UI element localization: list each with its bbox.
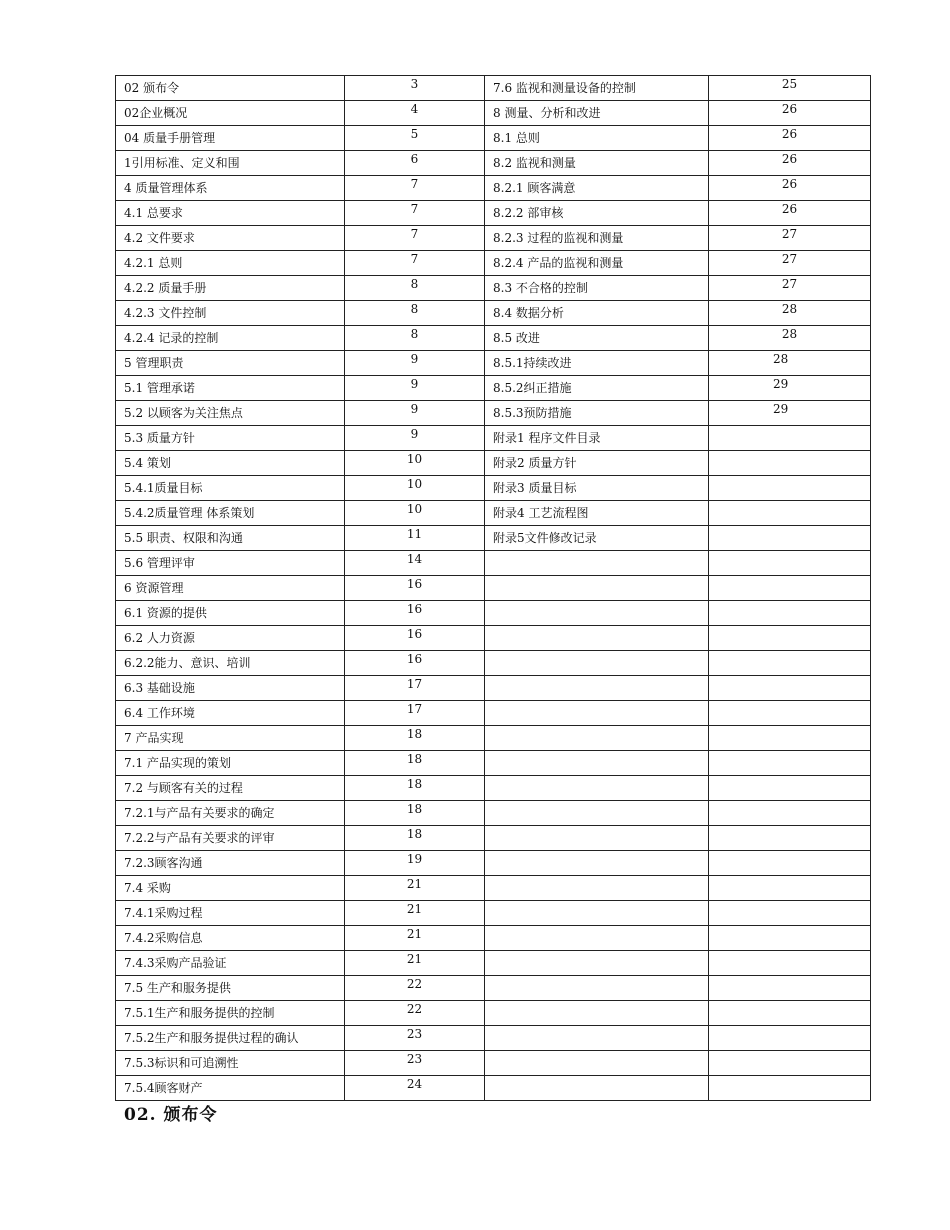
toc-entry-title	[485, 651, 709, 676]
toc-entry-title: 附录1 程序文件目录	[485, 426, 709, 451]
toc-entry-page	[709, 601, 871, 626]
toc-entry-title	[485, 601, 709, 626]
table-row	[116, 726, 871, 751]
toc-entry-title	[485, 626, 709, 651]
table-row	[116, 126, 871, 151]
toc-entry-title: 7.5.2生产和服务提供过程的确认	[116, 1026, 345, 1051]
toc-entry-title: 7.5.4顾客财产	[116, 1076, 345, 1101]
toc-entry-page	[709, 926, 871, 951]
toc-entry-title	[485, 851, 709, 876]
toc-entry-title: 6.2.2能力、意识、培训	[116, 651, 345, 676]
toc-entry-title	[485, 826, 709, 851]
toc-entry-page: 9	[345, 401, 485, 426]
toc-entry-title	[485, 801, 709, 826]
toc-entry-title: 附录3 质量目标	[485, 476, 709, 501]
table-row	[116, 951, 871, 976]
toc-entry-page	[709, 876, 871, 901]
table-row	[116, 426, 871, 451]
toc-entry-page: 27	[709, 251, 871, 276]
table-row	[116, 401, 871, 426]
table-row	[116, 776, 871, 801]
toc-entry-page: 17	[345, 676, 485, 701]
toc-entry-title: 6.2 人力资源	[116, 626, 345, 651]
toc-entry-page	[709, 951, 871, 976]
table-row	[116, 851, 871, 876]
toc-entry-title: 5.2 以顾客为关注焦点	[116, 401, 345, 426]
toc-entry-page: 14	[345, 551, 485, 576]
toc-entry-page	[709, 626, 871, 651]
toc-entry-title: 4.1 总要求	[116, 201, 345, 226]
toc-entry-page: 28	[709, 301, 871, 326]
toc-entry-title: 8.4 数据分析	[485, 301, 709, 326]
toc-entry-page	[709, 426, 871, 451]
toc-entry-page	[709, 826, 871, 851]
toc-entry-title: 7.2.2与产品有关要求的评审	[116, 826, 345, 851]
toc-entry-title: 7.6 监视和测量设备的控制	[485, 76, 709, 101]
table-row	[116, 376, 871, 401]
toc-entry-title: 7.2.1与产品有关要求的确定	[116, 801, 345, 826]
toc-entry-page	[709, 476, 871, 501]
toc-entry-page: 9	[345, 426, 485, 451]
toc-entry-title: 8.5.2纠正措施	[485, 376, 709, 401]
toc-entry-page: 28	[709, 326, 871, 351]
toc-entry-title: 7.4.2采购信息	[116, 926, 345, 951]
toc-entry-title	[485, 551, 709, 576]
toc-entry-page: 28	[709, 351, 871, 376]
toc-entry-page: 16	[345, 601, 485, 626]
toc-entry-title: 附录2 质量方针	[485, 451, 709, 476]
toc-entry-title: 附录5文件修改记录	[485, 526, 709, 551]
table-row	[116, 101, 871, 126]
toc-entry-page: 18	[345, 751, 485, 776]
toc-entry-title: 5.3 质量方针	[116, 426, 345, 451]
table-row	[116, 226, 871, 251]
table-row	[116, 451, 871, 476]
toc-entry-title	[485, 1076, 709, 1101]
toc-entry-page: 26	[709, 151, 871, 176]
table-row	[116, 676, 871, 701]
toc-entry-title: 7 产品实现	[116, 726, 345, 751]
table-row	[116, 926, 871, 951]
toc-entry-title: 5.5 职责、权限和沟通	[116, 526, 345, 551]
toc-entry-page: 21	[345, 876, 485, 901]
table-row	[116, 826, 871, 851]
table-row	[116, 651, 871, 676]
toc-entry-title: 7.4.1采购过程	[116, 901, 345, 926]
toc-entry-page: 26	[709, 126, 871, 151]
toc-entry-page	[709, 451, 871, 476]
toc-entry-page	[709, 526, 871, 551]
toc-entry-page: 10	[345, 451, 485, 476]
table-row	[116, 201, 871, 226]
toc-entry-title: 8.2.4 产品的监视和测量	[485, 251, 709, 276]
table-row	[116, 326, 871, 351]
toc-entry-page: 7	[345, 226, 485, 251]
table-row	[116, 176, 871, 201]
toc-entry-page: 19	[345, 851, 485, 876]
toc-entry-page	[709, 651, 871, 676]
toc-entry-page	[709, 501, 871, 526]
toc-entry-page: 23	[345, 1026, 485, 1051]
toc-entry-page: 6	[345, 151, 485, 176]
toc-entry-page: 27	[709, 226, 871, 251]
table-row	[116, 976, 871, 1001]
toc-entry-title: 附录4 工艺流程图	[485, 501, 709, 526]
toc-entry-title: 5.4.2质量管理 体系策划	[116, 501, 345, 526]
table-row	[116, 276, 871, 301]
toc-entry-title: 5.1 管理承诺	[116, 376, 345, 401]
toc-entry-page	[709, 676, 871, 701]
toc-entry-page: 7	[345, 176, 485, 201]
toc-entry-title: 5 管理职责	[116, 351, 345, 376]
table-row	[116, 301, 871, 326]
toc-entry-page	[709, 1076, 871, 1101]
toc-entry-title	[485, 951, 709, 976]
toc-entry-title: 6.4 工作环境	[116, 701, 345, 726]
table-row	[116, 576, 871, 601]
table-row	[116, 801, 871, 826]
toc-entry-title: 4 质量管理体系	[116, 176, 345, 201]
toc-entry-page	[709, 551, 871, 576]
table-row	[116, 701, 871, 726]
toc-entry-title: 8.1 总则	[485, 126, 709, 151]
table-row	[116, 76, 871, 101]
toc-entry-page	[709, 1026, 871, 1051]
table-row	[116, 751, 871, 776]
table-row	[116, 151, 871, 176]
table-row	[116, 526, 871, 551]
toc-entry-title: 4.2.4 记录的控制	[116, 326, 345, 351]
toc-entry-title	[485, 576, 709, 601]
toc-entry-page: 8	[345, 276, 485, 301]
toc-entry-page: 26	[709, 176, 871, 201]
toc-entry-title: 8.5.1持续改进	[485, 351, 709, 376]
table-row	[116, 1076, 871, 1101]
toc-entry-title: 8.2.2 部审核	[485, 201, 709, 226]
toc-entry-title: 8.3 不合格的控制	[485, 276, 709, 301]
table-row	[116, 1026, 871, 1051]
toc-entry-title	[485, 1026, 709, 1051]
toc-entry-title: 4.2.2 质量手册	[116, 276, 345, 301]
toc-entry-title: 7.1 产品实现的策划	[116, 751, 345, 776]
section-heading: 02. 颁布令	[124, 1105, 218, 1125]
toc-entry-title: 7.2 与顾客有关的过程	[116, 776, 345, 801]
toc-entry-page: 29	[709, 376, 871, 401]
toc-entry-page	[709, 901, 871, 926]
toc-entry-title: 7.2.3顾客沟通	[116, 851, 345, 876]
toc-entry-page: 16	[345, 576, 485, 601]
toc-entry-page: 21	[345, 926, 485, 951]
table-row	[116, 626, 871, 651]
toc-entry-page: 10	[345, 501, 485, 526]
toc-entry-title: 6.1 资源的提供	[116, 601, 345, 626]
toc-entry-title	[485, 1051, 709, 1076]
toc-entry-page: 22	[345, 1001, 485, 1026]
toc-entry-title: 8.2 监视和测量	[485, 151, 709, 176]
table-row	[116, 551, 871, 576]
toc-entry-page: 27	[709, 276, 871, 301]
toc-entry-page: 26	[709, 201, 871, 226]
toc-entry-page: 18	[345, 776, 485, 801]
toc-entry-page	[709, 1051, 871, 1076]
toc-entry-page: 29	[709, 401, 871, 426]
toc-entry-title	[485, 1001, 709, 1026]
toc-entry-page	[709, 726, 871, 751]
toc-entry-page: 16	[345, 651, 485, 676]
toc-entry-page: 25	[709, 76, 871, 101]
table-row	[116, 1051, 871, 1076]
toc-entry-page: 10	[345, 476, 485, 501]
toc-entry-title	[485, 976, 709, 1001]
toc-entry-page: 18	[345, 801, 485, 826]
table-row	[116, 351, 871, 376]
toc-entry-page	[709, 751, 871, 776]
table-row	[116, 476, 871, 501]
toc-entry-title: 8.2.3 过程的监视和测量	[485, 226, 709, 251]
toc-entry-page: 26	[709, 101, 871, 126]
toc-entry-page: 21	[345, 951, 485, 976]
toc-entry-page: 8	[345, 301, 485, 326]
toc-entry-title: 04 质量手册管理	[116, 126, 345, 151]
toc-entry-page	[709, 801, 871, 826]
toc-entry-title: 4.2 文件要求	[116, 226, 345, 251]
toc-entry-page: 16	[345, 626, 485, 651]
toc-entry-title	[485, 776, 709, 801]
toc-entry-page: 21	[345, 901, 485, 926]
table-row	[116, 501, 871, 526]
toc-entry-title: 02企业概况	[116, 101, 345, 126]
toc-entry-page: 7	[345, 201, 485, 226]
toc-entry-page: 4	[345, 101, 485, 126]
toc-entry-page	[709, 776, 871, 801]
toc-entry-page: 24	[345, 1076, 485, 1101]
toc-body	[116, 76, 871, 1101]
table-row	[116, 251, 871, 276]
table-row	[116, 876, 871, 901]
toc-entry-title: 6 资源管理	[116, 576, 345, 601]
toc-entry-title	[485, 676, 709, 701]
toc-entry-title: 7.5.3标识和可追溯性	[116, 1051, 345, 1076]
toc-entry-page: 9	[345, 376, 485, 401]
toc-entry-page: 9	[345, 351, 485, 376]
toc-entry-title: 8.5.3预防措施	[485, 401, 709, 426]
toc-entry-title	[485, 701, 709, 726]
toc-entry-page	[709, 851, 871, 876]
toc-entry-title: 7.4 采购	[116, 876, 345, 901]
toc-entry-page: 23	[345, 1051, 485, 1076]
toc-entry-page	[709, 976, 871, 1001]
toc-entry-title: 1引用标准、定义和围	[116, 151, 345, 176]
toc-entry-title: 6.3 基础设施	[116, 676, 345, 701]
toc-entry-title	[485, 901, 709, 926]
toc-entry-title: 5.4.1质量目标	[116, 476, 345, 501]
toc-entry-title: 8.2.1 顾客满意	[485, 176, 709, 201]
toc-entry-title	[485, 926, 709, 951]
toc-entry-title	[485, 876, 709, 901]
toc-entry-page: 18	[345, 826, 485, 851]
toc-entry-page: 11	[345, 526, 485, 551]
toc-entry-page	[709, 1001, 871, 1026]
toc-entry-title: 7.5.1生产和服务提供的控制	[116, 1001, 345, 1026]
toc-entry-title: 4.2.1 总则	[116, 251, 345, 276]
toc-entry-page	[709, 576, 871, 601]
toc-entry-title: 02 颁布令	[116, 76, 345, 101]
toc-entry-page: 18	[345, 726, 485, 751]
toc-entry-page: 22	[345, 976, 485, 1001]
toc-entry-title: 5.6 管理评审	[116, 551, 345, 576]
toc-entry-title: 8.5 改进	[485, 326, 709, 351]
toc-entry-page: 17	[345, 701, 485, 726]
toc-entry-title: 7.5 生产和服务提供	[116, 976, 345, 1001]
table-row	[116, 601, 871, 626]
toc-entry-title	[485, 751, 709, 776]
table-row	[116, 901, 871, 926]
table-of-contents	[115, 75, 871, 1101]
toc-entry-page: 5	[345, 126, 485, 151]
toc-entry-title: 5.4 策划	[116, 451, 345, 476]
toc-entry-page: 3	[345, 76, 485, 101]
toc-entry-title: 7.4.3采购产品验证	[116, 951, 345, 976]
toc-entry-title: 8 测量、分析和改进	[485, 101, 709, 126]
toc-entry-page: 8	[345, 326, 485, 351]
toc-entry-title	[485, 726, 709, 751]
table-row	[116, 1001, 871, 1026]
toc-entry-title: 4.2.3 文件控制	[116, 301, 345, 326]
toc-entry-page	[709, 701, 871, 726]
toc-entry-page: 7	[345, 251, 485, 276]
